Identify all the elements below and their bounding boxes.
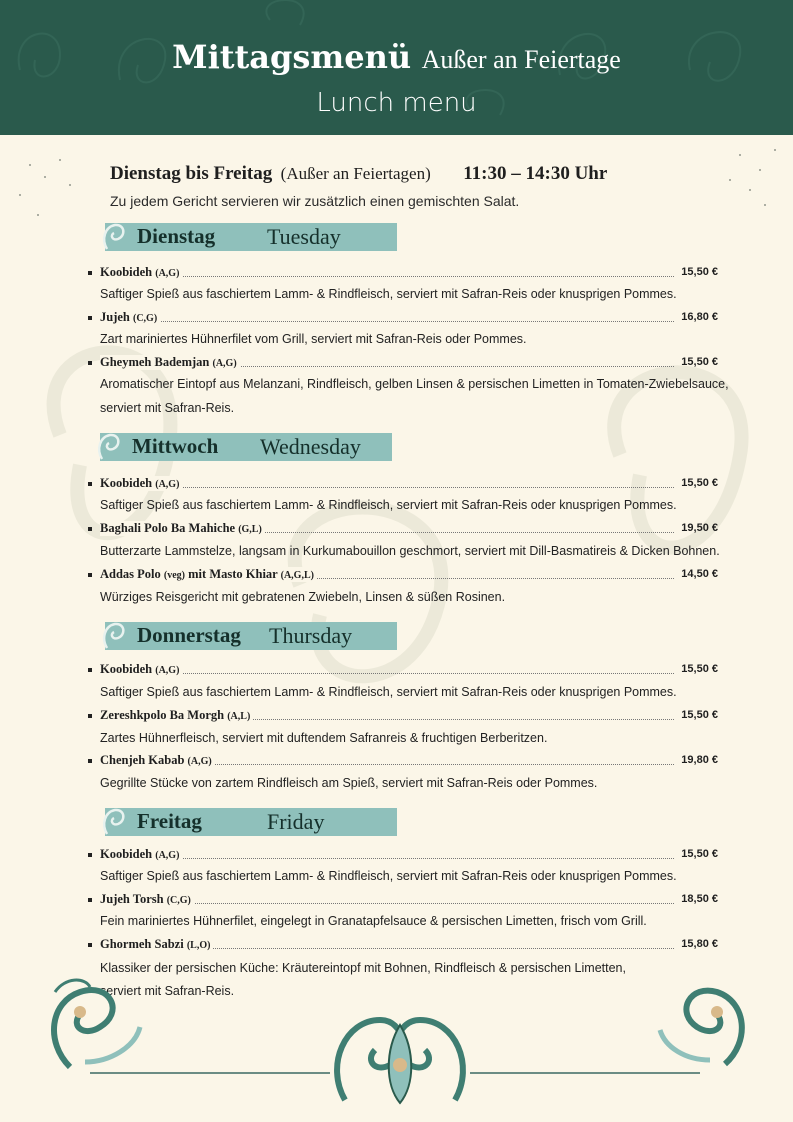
day-name-english: Tuesday bbox=[267, 224, 341, 249]
menu-item-row bbox=[88, 310, 718, 328]
menu-item-price: 15,50 € bbox=[681, 848, 718, 860]
menu-item-price: 15,50 € bbox=[681, 477, 718, 489]
menu-item-description: Zart mariniertes Hühnerfilet vom Grill, serviert mit Safran-Reis oder Pommes. bbox=[100, 332, 527, 346]
dish-name: Addas Polo bbox=[100, 567, 161, 581]
allergen-codes: (A,G) bbox=[155, 268, 180, 279]
dish-name: Jujeh bbox=[100, 310, 130, 324]
allergen-codes: (C,G) bbox=[166, 895, 191, 906]
menu-item-price: 19,50 € bbox=[681, 522, 718, 534]
menu-item-description: Saftiger Spieß aus faschiertem Lamm- & Rindfleisch, serviert mit Safran-Reis oder knusprigen Pommes. bbox=[100, 685, 677, 699]
title-line bbox=[0, 38, 793, 76]
menu-item-row bbox=[88, 708, 718, 726]
bullet-icon bbox=[88, 482, 92, 486]
menu-item-description: Fein mariniertes Hühnerfilet, eingelegt in Granatapfelsauce & persischen Limetten, frisch vom Grill. bbox=[100, 914, 647, 928]
bullet-icon bbox=[88, 714, 92, 718]
menu-item-name bbox=[100, 476, 182, 491]
menu-item-price: 16,80 € bbox=[681, 311, 718, 323]
menu-item-name bbox=[100, 355, 240, 370]
allergen-codes: (A,G) bbox=[187, 756, 212, 767]
menu-item-price: 15,50 € bbox=[681, 663, 718, 675]
header bbox=[0, 0, 793, 135]
menu-item-row bbox=[88, 355, 718, 373]
bullet-icon bbox=[88, 943, 92, 947]
dish-name: Koobideh bbox=[100, 476, 153, 490]
dot-leader bbox=[100, 673, 674, 674]
menu-item-description: Würziges Reisgericht mit gebratenen Zwiebeln, Linsen & süßen Rosinen. bbox=[100, 590, 506, 604]
menu-item-description: Saftiger Spieß aus faschiertem Lamm- & Rindfleisch, serviert mit Safran-Reis oder knusprigen Pommes. bbox=[100, 869, 677, 883]
day-banner-thursday bbox=[105, 622, 397, 650]
bullet-icon bbox=[88, 898, 92, 902]
menu-item-price: 15,50 € bbox=[681, 266, 718, 278]
dish-name: Koobideh bbox=[100, 847, 153, 861]
menu-item-description: serviert mit Safran-Reis. bbox=[100, 401, 235, 415]
bullet-icon bbox=[88, 316, 92, 320]
paisley-ornament-right-icon bbox=[655, 972, 755, 1072]
paisley-leaf-icon bbox=[99, 806, 129, 838]
bullet-icon bbox=[88, 759, 92, 763]
menu-item-description: Gegrillte Stücke von zartem Rindfleisch am Spieß, serviert mit Safran-Reis oder Pommes. bbox=[100, 776, 598, 790]
menu-item-row bbox=[88, 265, 718, 283]
allergen-codes: (A,G) bbox=[155, 665, 180, 676]
menu-item-description: Aromatischer Eintopf aus Melanzani, Rindfleisch, gelben Linsen & persischen Limetten in Tomaten-Zwiebelsauce, bbox=[100, 377, 729, 391]
allergen-codes: (A,L) bbox=[227, 711, 251, 722]
menu-item-row bbox=[88, 937, 718, 955]
allergen-codes: (L,O) bbox=[186, 940, 211, 951]
day-name-german: Freitag bbox=[137, 809, 202, 833]
allergen-codes: (A,G) bbox=[155, 479, 180, 490]
menu-item-row bbox=[88, 476, 718, 494]
menu-item-name bbox=[100, 708, 253, 723]
paisley-ornament-left-icon bbox=[40, 972, 150, 1077]
day-name-english: Thursday bbox=[269, 623, 353, 648]
dish-name: Ghormeh Sabzi bbox=[100, 937, 184, 951]
day-banner-friday bbox=[105, 808, 397, 836]
menu-item-name bbox=[100, 310, 160, 325]
menu-item-name bbox=[100, 847, 182, 862]
day-name-english: Wednesday bbox=[260, 434, 361, 459]
dish-name: Chenjeh Kabab bbox=[100, 753, 185, 767]
allergen-codes: (veg) bbox=[163, 570, 186, 581]
bullet-icon bbox=[88, 573, 92, 577]
menu-item-price: 15,50 € bbox=[681, 356, 718, 368]
menu-item-price: 18,50 € bbox=[681, 893, 718, 905]
dish-name: Koobideh bbox=[100, 662, 153, 676]
opening-hours-line bbox=[110, 163, 607, 185]
menu-item-price: 14,50 € bbox=[681, 568, 718, 580]
allergen-codes: (A,G) bbox=[155, 850, 180, 861]
menu-item-row bbox=[88, 662, 718, 680]
menu-subtitle: Lunch menu bbox=[316, 88, 477, 118]
paisley-leaf-icon bbox=[99, 620, 129, 652]
allergen-codes: (C,G) bbox=[133, 313, 158, 324]
allergen-codes-addition: (A,G,L) bbox=[280, 570, 314, 581]
dish-name: Gheymeh Bademjan bbox=[100, 355, 210, 369]
menu-item-row bbox=[88, 753, 718, 771]
menu-item-name bbox=[100, 265, 182, 280]
paisley-leaf-icon bbox=[94, 431, 124, 463]
menu-item-name bbox=[100, 892, 194, 907]
bullet-icon bbox=[88, 668, 92, 672]
menu-item-description: Zartes Hühnerfleisch, serviert mit duftendem Safranreis & fruchtigen Berberitzen. bbox=[100, 731, 548, 745]
menu-item-name bbox=[100, 567, 317, 582]
dot-leader bbox=[100, 487, 674, 488]
bullet-icon bbox=[88, 361, 92, 365]
day-name-german: Dienstag bbox=[137, 224, 216, 248]
day-name-german: Mittwoch bbox=[132, 434, 219, 458]
day-banner-wednesday bbox=[100, 433, 392, 461]
menu-item-name bbox=[100, 521, 265, 536]
bottom-divider-right bbox=[470, 1072, 700, 1074]
menu-title: Mittagsmenü bbox=[172, 38, 412, 76]
menu-item-description: serviert mit Safran-Reis. bbox=[100, 984, 235, 998]
menu-title-note: Außer an Feiertage bbox=[421, 45, 621, 74]
menu-item-row bbox=[88, 521, 718, 539]
holiday-note: (Außer an Feiertagen) bbox=[280, 164, 431, 183]
dish-name: Zereshkpolo Ba Morgh bbox=[100, 708, 225, 722]
dot-leader bbox=[100, 276, 674, 277]
allergen-codes: (G,L) bbox=[238, 524, 262, 535]
menu-item-row bbox=[88, 892, 718, 910]
paisley-leaf-icon bbox=[99, 221, 129, 253]
menu-item-description: Saftiger Spieß aus faschiertem Lamm- & Rindfleisch, serviert mit Safran-Reis oder knusprigen Pommes. bbox=[100, 498, 677, 512]
menu-item-name bbox=[100, 937, 213, 952]
dish-name: Jujeh Torsh bbox=[100, 892, 164, 906]
allergen-codes: (A,G) bbox=[212, 358, 237, 369]
menu-item-price: 15,80 € bbox=[681, 938, 718, 950]
menu-item-row bbox=[88, 847, 718, 865]
dot-leader bbox=[100, 858, 674, 859]
days-range: Dienstag bis Freitag bbox=[110, 163, 273, 184]
menu-item-description: Klassiker der persischen Küche: Kräutereintopf mit Bohnen, Rindfleisch & persischen Limetten, bbox=[100, 961, 626, 975]
dish-name: Koobideh bbox=[100, 265, 153, 279]
dish-name-addition: mit Masto Khiar bbox=[188, 567, 278, 581]
dish-name: Baghali Polo Ba Mahiche bbox=[100, 521, 236, 535]
dot-leader bbox=[100, 321, 674, 322]
menu-item-row bbox=[88, 567, 718, 585]
lunch-time: 11:30 – 14:30 Uhr bbox=[463, 163, 608, 184]
day-banner-tuesday bbox=[105, 223, 397, 251]
bullet-icon bbox=[88, 853, 92, 857]
bullet-icon bbox=[88, 271, 92, 275]
salad-note: Zu jedem Gericht servieren wir zusätzlich einen gemischten Salat. bbox=[110, 193, 520, 209]
paisley-ornament-center-icon bbox=[325, 1005, 475, 1110]
menu-item-description: Saftiger Spieß aus faschiertem Lamm- & Rindfleisch, serviert mit Safran-Reis oder knusprigen Pommes. bbox=[100, 287, 677, 301]
menu-item-name bbox=[100, 753, 215, 768]
day-name-english: Friday bbox=[267, 809, 325, 834]
menu-item-name bbox=[100, 662, 182, 677]
menu-item-price: 19,80 € bbox=[681, 754, 718, 766]
day-name-german: Donnerstag bbox=[137, 623, 241, 647]
bullet-icon bbox=[88, 527, 92, 531]
menu-item-price: 15,50 € bbox=[681, 709, 718, 721]
menu-item-description: Butterzarte Lammstelze, langsam in Kurkumabouillon geschmort, serviert mit Dill-Basmatireis & Dicken Bohnen. bbox=[100, 544, 720, 558]
